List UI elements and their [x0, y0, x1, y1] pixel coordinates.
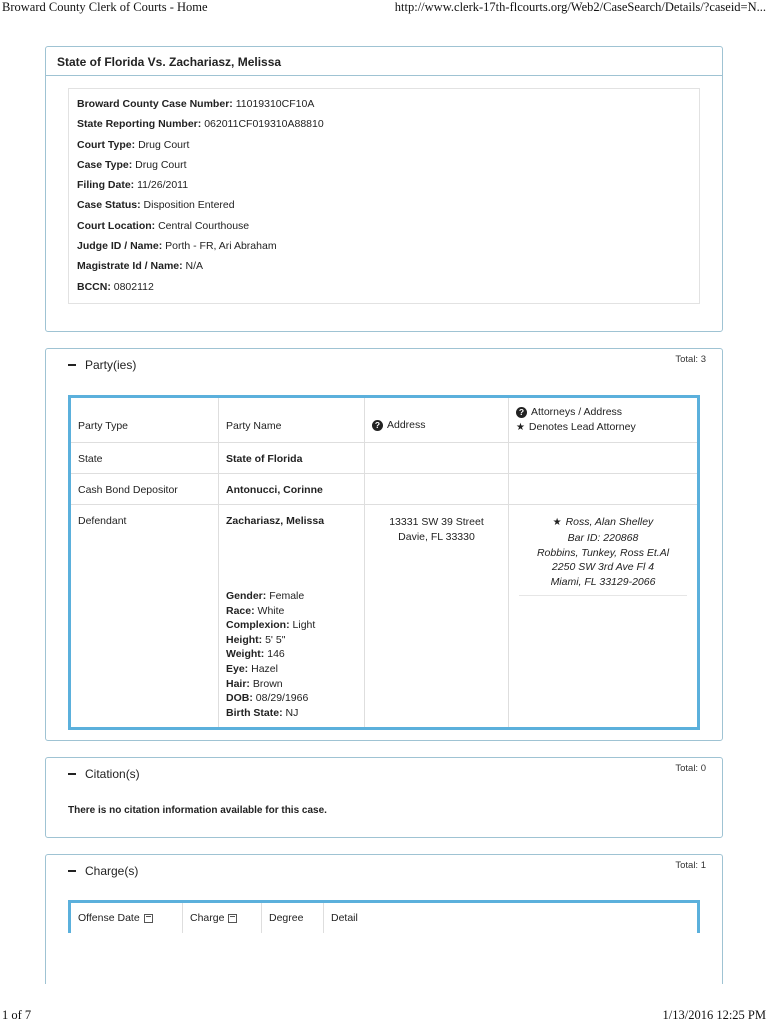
sort-icon[interactable] — [228, 914, 237, 923]
height-label: Height: — [226, 633, 263, 646]
state-reporting-number-label: State Reporting Number: — [77, 118, 202, 131]
eye-label: Eye: — [226, 662, 249, 675]
parties-panel — [45, 348, 723, 741]
case-status-row — [77, 198, 699, 218]
charges-heading: Charge(s) — [85, 864, 139, 878]
party-name-header: Party Name — [219, 398, 365, 442]
case-status-value: Disposition Entered — [143, 199, 235, 212]
judge-row — [77, 239, 699, 259]
hair-value: Brown — [252, 677, 283, 690]
attorney-city: Miami, FL 33129-2066 — [550, 576, 656, 589]
dob-line — [226, 691, 364, 706]
court-type-label: Court Type: — [77, 138, 136, 151]
complexion-value: Light — [292, 619, 316, 632]
case-details — [68, 88, 700, 304]
complexion-line — [226, 618, 364, 633]
offense-date-header[interactable] — [71, 903, 183, 933]
court-location-row — [77, 219, 699, 239]
table-row — [71, 474, 697, 505]
race-label: Race: — [226, 604, 255, 617]
party-name-cell: Antonucci, Corinne — [219, 474, 365, 504]
magistrate-value: N/A — [185, 260, 204, 273]
address-cell — [365, 474, 509, 504]
citations-toggle[interactable] — [68, 767, 140, 781]
eye-value: Hazel — [251, 662, 278, 675]
charges-total: Total: 1 — [675, 860, 706, 871]
table-row — [71, 505, 697, 727]
defendant-name: Zachariasz, Melissa — [226, 515, 325, 527]
address-header-label: Address — [387, 419, 426, 431]
collapse-minus-icon — [68, 773, 76, 775]
judge-value: Porth - FR, Ari Abraham — [165, 240, 277, 253]
bccn-row — [77, 280, 699, 300]
hair-label: Hair: — [226, 677, 250, 690]
charge-header[interactable] — [183, 903, 262, 933]
race-value: White — [257, 604, 285, 617]
attorney-block — [509, 515, 697, 590]
offense-date-label: Offense Date — [78, 912, 140, 924]
attorney-cell — [509, 474, 697, 504]
defendant-details — [226, 589, 364, 720]
attorney-name: Ross, Alan Shelley — [565, 516, 654, 528]
help-icon[interactable]: ? — [516, 407, 527, 418]
page-title: Broward County Clerk of Courts - Home — [2, 0, 208, 14]
help-icon[interactable]: ? — [372, 420, 383, 431]
state-reporting-number-row — [77, 117, 699, 137]
citations-total: Total: 0 — [675, 763, 706, 774]
magistrate-row — [77, 259, 699, 279]
party-type-cell: Defendant — [71, 505, 219, 727]
court-location-label: Court Location: — [77, 219, 156, 232]
address-cell — [365, 443, 509, 473]
lead-attorney-note: Denotes Lead Attorney — [528, 421, 636, 433]
dob-label: DOB: — [226, 692, 253, 705]
charges-panel — [45, 854, 723, 984]
attorneys-header-label: Attorneys / Address — [531, 406, 623, 418]
case-number-label: Broward County Case Number: — [77, 98, 233, 110]
collapse-minus-icon — [68, 870, 76, 872]
weight-line — [226, 647, 364, 662]
height-line — [226, 633, 364, 648]
page-url: http://www.clerk-17th-flcourts.org/Web2/CaseSearch/Details/?caseid=N... — [394, 0, 766, 14]
party-type-cell: Cash Bond Depositor — [71, 474, 219, 504]
charge-label: Charge — [190, 912, 225, 924]
case-type-label: Case Type: — [77, 158, 133, 171]
print-footer — [0, 1008, 768, 1024]
attorney-cell — [509, 443, 697, 473]
parties-total: Total: 3 — [675, 354, 706, 365]
case-title: State of Florida Vs. Zachariasz, Melissa — [46, 47, 722, 76]
star-icon: ★ — [552, 517, 562, 528]
eye-line — [226, 662, 364, 677]
gender-label: Gender: — [226, 590, 267, 602]
dob-value: 08/29/1966 — [255, 692, 309, 705]
parties-table — [68, 395, 700, 730]
star-icon: ★ — [516, 422, 525, 433]
weight-label: Weight: — [226, 648, 265, 661]
bccn-label: BCCN: — [77, 280, 111, 293]
attorney-bar-id: Bar ID: 220868 — [567, 531, 639, 544]
parties-heading: Party(ies) — [85, 358, 137, 372]
birth-state-label: Birth State: — [226, 706, 283, 719]
magistrate-label: Magistrate Id / Name: — [77, 260, 183, 273]
table-row — [71, 443, 697, 474]
citations-panel — [45, 757, 723, 838]
table-header-row — [71, 398, 697, 443]
race-line — [226, 604, 364, 619]
birth-state-value: NJ — [285, 706, 299, 719]
no-citation-message: There is no citation information available for this case. — [68, 805, 327, 816]
collapse-minus-icon — [68, 364, 76, 366]
height-value: 5' 5" — [265, 633, 286, 646]
degree-header: Degree — [262, 903, 324, 933]
party-type-header: Party Type — [71, 398, 219, 442]
address-street: 13331 SW 39 Street — [389, 516, 484, 528]
print-datetime: 1/13/2016 12:25 PM — [662, 1008, 766, 1022]
filing-date-row — [77, 178, 699, 198]
charges-table — [68, 900, 700, 933]
case-status-label: Case Status: — [77, 199, 141, 212]
court-location-value: Central Courthouse — [158, 219, 250, 232]
court-type-value: Drug Court — [138, 138, 190, 151]
attorneys-header — [509, 398, 697, 442]
address-cell — [365, 505, 509, 727]
judge-label: Judge ID / Name: — [77, 240, 163, 253]
hair-line — [226, 677, 364, 692]
state-reporting-number-value: 062011CF019310A88810 — [204, 118, 324, 131]
bccn-value: 0802112 — [113, 280, 154, 293]
gender-value: Female — [269, 590, 305, 602]
case-number-row — [77, 97, 699, 117]
party-name-cell — [219, 505, 365, 727]
print-header — [0, 0, 768, 18]
sort-icon[interactable] — [144, 914, 153, 923]
address-city: Davie, FL 33330 — [398, 530, 475, 543]
attorney-street: 2250 SW 3rd Ave Fl 4 — [551, 561, 655, 574]
party-type-cell: State — [71, 443, 219, 473]
detail-header: Detail — [331, 912, 358, 924]
complexion-label: Complexion: — [226, 619, 290, 632]
attorney-divider — [519, 595, 687, 596]
citations-heading: Citation(s) — [85, 767, 140, 781]
case-number-value: 11019310CF10A — [235, 98, 315, 110]
address-header — [365, 398, 509, 442]
case-type-value: Drug Court — [135, 158, 187, 171]
page-number: 1 of 7 — [2, 1008, 32, 1022]
case-type-row — [77, 158, 699, 178]
attorney-firm: Robbins, Tunkey, Ross Et.Al — [536, 546, 670, 559]
attorney-name-line — [509, 515, 697, 531]
weight-value: 146 — [267, 648, 285, 661]
birth-state-line — [226, 706, 364, 721]
filing-date-label: Filing Date: — [77, 179, 135, 192]
case-summary-panel — [45, 46, 723, 332]
court-type-row — [77, 138, 699, 158]
filing-date-value: 11/26/2011 — [137, 179, 189, 192]
party-name-cell: State of Florida — [219, 443, 365, 473]
charges-toggle[interactable] — [68, 864, 138, 878]
gender-line — [226, 589, 364, 604]
parties-toggle[interactable] — [68, 358, 136, 372]
attorney-cell — [509, 505, 697, 727]
